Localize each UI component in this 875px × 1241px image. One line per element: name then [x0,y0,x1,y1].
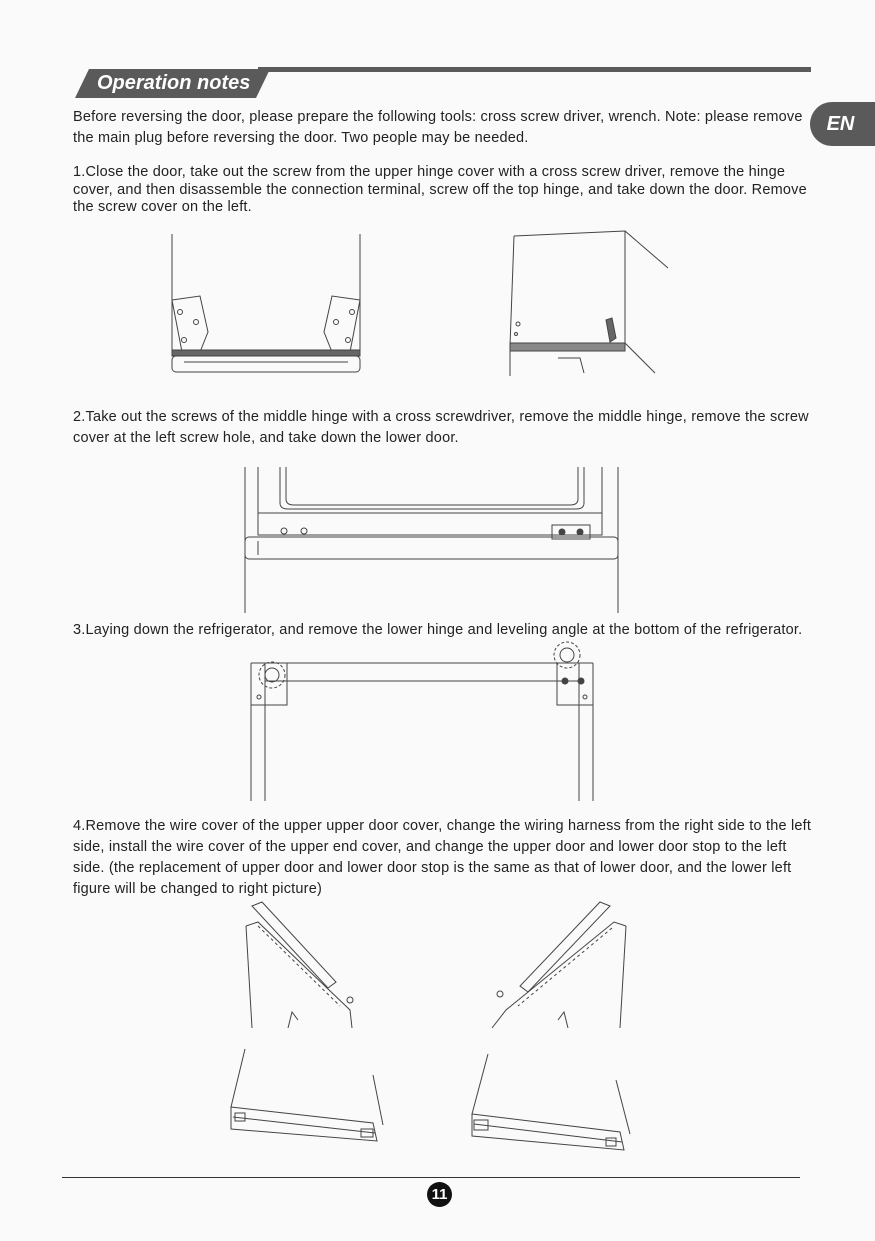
lower-hinge-figure [245,635,600,803]
upper-hinge-front-figure [160,232,380,377]
step-1-text: 1.Close the door, take out the screw from the upper hinge cover with a cross screw driver, remove the hinge cover, and then disassemble the connection terminal, screw off the top hinge, and take down the door. Remove the screw cover on the left. [73,164,807,215]
upper-door-left-figure [240,900,360,1030]
step-2-text: 2.Take out the screws of the middle hinge with a cross screwdriver, remove the middle hinge, remove the screw cover at the left screw hole, and take down the lower door. [73,409,809,446]
language-tab: EN [810,102,875,146]
middle-hinge-figure [240,465,625,615]
page-number-badge: 11 [427,1182,452,1207]
lower-door-stop-left-figure [225,1045,385,1145]
intro-text: Before reversing the door, please prepare the following tools: cross screw driver, wrench. Note: please remove the main plug before reversing the door. Two people may be needed. [73,109,803,146]
step-3-text: 3.Laying down the refrigerator, and remove the lower hinge and leveling angle at the bottom of the refrigerator. [73,622,803,638]
step-4-text: 4.Remove the wire cover of the upper upper door cover, change the wiring harness from the right side to the left side, install the wire cover of the upper end cover, and change the upper door and lower door stop to the left side. (the replacement of upper door and lower door stop is the same as that of lower door, and the lower left figure will be changed to right picture) [73,818,812,897]
header-rule [258,67,811,72]
footer-rule [62,1177,800,1178]
upper-hinge-side-figure [500,228,675,378]
lower-door-stop-right-figure [466,1050,636,1155]
upper-door-right-figure [488,900,633,1030]
section-title: Operation notes [97,72,251,94]
